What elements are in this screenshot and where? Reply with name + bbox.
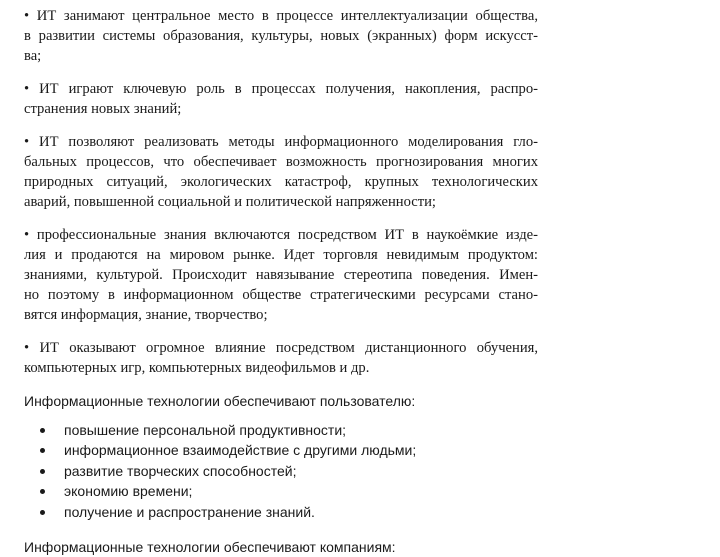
truncated-line-text: Информационные технологии обеспечивают компаниям: <box>24 539 396 556</box>
text-line: компьютерных игр, компьютерных видеофильмов и др. <box>24 360 370 376</box>
paragraph-central-place <box>24 6 538 66</box>
text-line: бальных процессов, что обеспечивает возможность прогнозирования многих <box>24 154 538 170</box>
text-line: природных ситуаций, экологических катастроф, крупных технологических <box>24 174 538 190</box>
list-item-text: повышение персональной продуктивности; <box>64 422 347 438</box>
bullet-icon <box>40 510 45 515</box>
benefits-list <box>24 420 538 522</box>
text-line: аварий, повышенной социальной и политической напряженности; <box>24 194 436 210</box>
text-line: знаниями, культурой. Происходит навязывание стереотипа поведения. Имен- <box>24 267 538 283</box>
list-item-text: экономию времени; <box>64 483 193 500</box>
paragraph-key-role <box>24 79 538 119</box>
bullet-icon <box>40 489 45 494</box>
list-item <box>24 440 538 460</box>
bullet-icon <box>40 448 45 453</box>
text-line: странения новых знаний; <box>24 101 182 117</box>
text-line: но поэтому в информационном обществе стратегическими ресурсами стано- <box>24 287 538 303</box>
text-line: • ИТ занимают центральное место в процессе интеллектуализации общества, <box>24 8 538 24</box>
text-line: ва; <box>24 48 42 64</box>
list-item-text: информационное взаимодействие с другими людьми; <box>64 442 417 459</box>
list-item-text: развитие творческих способностей; <box>64 462 297 479</box>
bullet-icon <box>40 469 45 474</box>
list-item <box>24 461 538 481</box>
text-line: • ИТ позволяют реализовать методы информационного моделирования гло- <box>24 134 538 150</box>
benefits-heading: Информационные технологии обеспечивают пользователю: <box>24 393 416 409</box>
paragraph-modeling <box>24 132 538 212</box>
text-column <box>24 6 538 556</box>
truncated-line <box>24 537 538 556</box>
list-item <box>24 481 538 501</box>
list-item <box>24 420 538 440</box>
text-line: • профессиональные знания включаются посредством ИТ в наукоёмкие изде- <box>24 227 538 243</box>
text-line: • ИТ играют ключевую роль в процессах получения, накопления, распро- <box>24 81 538 97</box>
paragraph-professional-knowledge <box>24 225 538 325</box>
text-line: в развитии системы образования, культуры, новых (экранных) форм искусст- <box>24 28 538 44</box>
text-line: • ИТ оказывают огромное влияние посредством дистанционного обучения, <box>24 340 538 356</box>
text-line: вятся информация, знание, творчество; <box>24 307 268 323</box>
text-line: лия и продаются на мировом рынке. Идет торговля невидимым продуктом: <box>24 247 538 263</box>
list-item <box>24 502 538 522</box>
paragraph-influence <box>24 338 538 378</box>
bullet-icon <box>40 428 45 433</box>
list-item-text: получение и распространение знаний. <box>64 503 315 520</box>
